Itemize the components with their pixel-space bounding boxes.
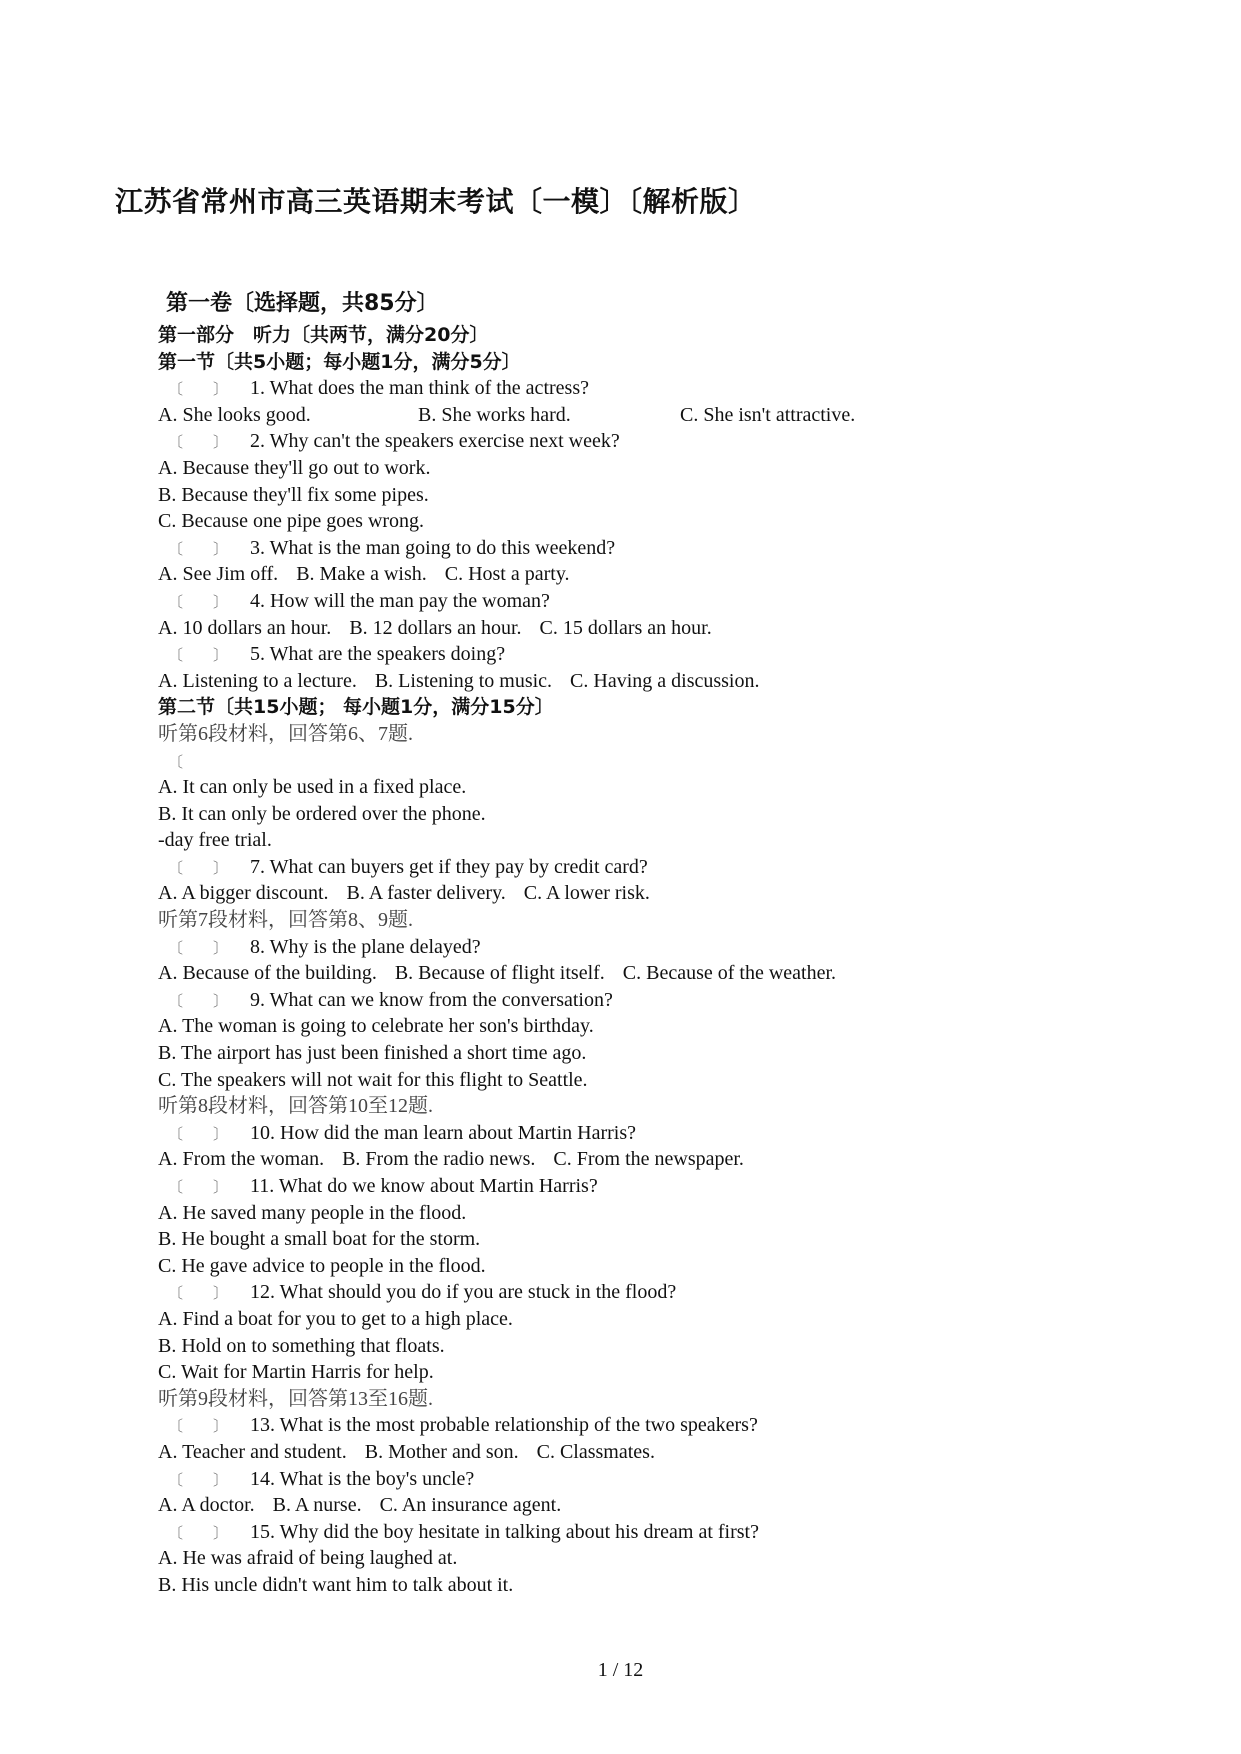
option-a: A. She looks good. bbox=[158, 403, 311, 426]
options-row bbox=[158, 1146, 1158, 1173]
answer-bracket: 〔 〕 bbox=[168, 1523, 229, 1542]
question-text: 9. What can we know from the conversation? bbox=[250, 988, 613, 1011]
question-11 bbox=[158, 1173, 1158, 1200]
option-c: C. An insurance agent. bbox=[379, 1494, 562, 1517]
options-row bbox=[158, 880, 1158, 907]
option-c: C. Classmates. bbox=[536, 1440, 655, 1463]
option-a: A. He was afraid of being laughed at. bbox=[158, 1547, 458, 1570]
option-c: C. The speakers will not wait for this flight to Seattle. bbox=[158, 1068, 588, 1091]
options-row bbox=[158, 668, 1158, 695]
option-c: -day free trial. bbox=[158, 829, 272, 852]
question-13 bbox=[158, 1412, 1158, 1439]
section-title: 第一节〔共5小题；每小题1分，满分5分〕 bbox=[158, 350, 521, 373]
passage-intro: 听第6段材料，回答第6、7题. bbox=[158, 722, 413, 745]
answer-bracket: 〔 〕 bbox=[168, 646, 229, 665]
page-number: 1 / 12 bbox=[597, 1659, 644, 1681]
answer-bracket: 〔 〕 bbox=[168, 380, 229, 399]
option-c: C. Because of the weather. bbox=[622, 962, 837, 985]
question-text: 5. What are the speakers doing? bbox=[250, 643, 506, 666]
answer-bracket: 〔 〕 bbox=[168, 991, 229, 1010]
question-4 bbox=[158, 588, 1158, 615]
option-a: A. Find a boat for you to get to a high place. bbox=[158, 1307, 513, 1330]
answer-bracket: 〔 〕 bbox=[168, 858, 229, 877]
option-a: A. A doctor. bbox=[158, 1494, 255, 1517]
passage-intro: 听第7段材料，回答第8、9题. bbox=[158, 909, 413, 932]
option-b: B. 12 dollars an hour. bbox=[349, 616, 522, 639]
answer-bracket: 〔 〕 bbox=[168, 1124, 229, 1143]
option-a: A. 10 dollars an hour. bbox=[158, 616, 332, 639]
option-b: B. Because they'll fix some pipes. bbox=[158, 483, 429, 506]
question-text: 10. How did the man learn about Martin Harris? bbox=[250, 1121, 637, 1144]
answer-bracket: 〔 〕 bbox=[168, 1178, 229, 1196]
option-b: B. She works hard. bbox=[418, 403, 571, 426]
option-c: C. He gave advice to people in the flood. bbox=[158, 1254, 486, 1277]
question-14 bbox=[158, 1466, 1158, 1493]
option-b: B. Listening to music. bbox=[374, 669, 553, 692]
question-text: 7. What can buyers get if they pay by credit card? bbox=[250, 855, 648, 878]
answer-bracket: 〔 bbox=[168, 752, 184, 771]
option-a: A. Listening to a lecture. bbox=[158, 669, 357, 692]
question-10 bbox=[158, 1120, 1158, 1147]
option-a: A. A bigger discount. bbox=[158, 882, 329, 905]
options-row bbox=[158, 615, 1158, 642]
answer-bracket: 〔 〕 bbox=[168, 1417, 229, 1436]
passage-intro: 听第9段材料，回答第13至16题. bbox=[158, 1387, 433, 1410]
option-a: A. From the woman. bbox=[158, 1148, 325, 1171]
option-c: C. She isn't attractive. bbox=[680, 403, 856, 426]
options-row bbox=[158, 1439, 1158, 1466]
answer-bracket: 〔 〕 bbox=[168, 938, 229, 957]
option-c: C. From the newspaper. bbox=[553, 1148, 744, 1171]
option-a: A. Because of the building. bbox=[158, 962, 377, 985]
part-title: 第一部分 听力〔共两节，满分20分〕 bbox=[158, 324, 489, 346]
question-9 bbox=[158, 987, 1158, 1014]
option-b: B. Mother and son. bbox=[364, 1440, 519, 1463]
option-b: B. Make a wish. bbox=[296, 563, 427, 586]
question-2 bbox=[158, 428, 1158, 455]
passage-intro: 听第8段材料，回答第10至12题. bbox=[158, 1095, 433, 1118]
volume-title: 第一卷〔选择题，共85分〕 bbox=[166, 291, 439, 316]
question-15 bbox=[158, 1519, 1158, 1546]
option-b: B. Hold on to something that floats. bbox=[158, 1334, 445, 1357]
option-b: B. From the radio news. bbox=[342, 1148, 536, 1171]
question-text: 2. Why can't the speakers exercise next week? bbox=[250, 430, 620, 453]
options-row bbox=[158, 960, 1158, 987]
document-body bbox=[158, 288, 1158, 1599]
option-b: B. A nurse. bbox=[272, 1494, 362, 1517]
options-row bbox=[158, 1492, 1158, 1519]
question-6 bbox=[158, 748, 1158, 775]
question-text: 15. Why did the boy hesitate in talking about his dream at first? bbox=[250, 1520, 759, 1543]
question-7 bbox=[158, 854, 1158, 881]
question-5 bbox=[158, 641, 1158, 668]
question-text: 8. Why is the plane delayed? bbox=[250, 935, 481, 958]
option-a: A. The woman is going to celebrate her son's birthday. bbox=[158, 1015, 594, 1038]
option-a: A. It can only be used in a fixed place. bbox=[158, 776, 467, 799]
option-a: A. Teacher and student. bbox=[158, 1440, 347, 1463]
option-c: C. Host a party. bbox=[444, 563, 570, 586]
option-b: B. The airport has just been finished a short time ago. bbox=[158, 1042, 587, 1065]
question-text: 14. What is the boy's uncle? bbox=[250, 1467, 475, 1490]
option-c: C. Because one pipe goes wrong. bbox=[158, 510, 425, 533]
question-8 bbox=[158, 934, 1158, 961]
option-c: C. A lower risk. bbox=[523, 882, 650, 905]
answer-bracket: 〔 〕 bbox=[168, 1470, 229, 1489]
question-text: 12. What should you do if you are stuck in the flood? bbox=[250, 1281, 677, 1304]
answer-bracket: 〔 〕 bbox=[168, 433, 229, 452]
question-text: 3. What is the man going to do this weekend? bbox=[250, 536, 616, 559]
document-title: 江苏省常州市高三英语期末考试〔一模〕〔解析版〕 bbox=[115, 185, 757, 218]
option-a: A. Because they'll go out to work. bbox=[158, 456, 431, 479]
question-1 bbox=[158, 375, 1158, 402]
option-a: A. He saved many people in the flood. bbox=[158, 1201, 467, 1224]
question-text: 11. What do we know about Martin Harris? bbox=[250, 1175, 598, 1197]
options-row bbox=[158, 402, 1158, 429]
answer-bracket: 〔 〕 bbox=[168, 1284, 229, 1303]
option-b: B. His uncle didn't want him to talk about it. bbox=[158, 1573, 514, 1596]
answer-bracket: 〔 〕 bbox=[168, 539, 229, 558]
question-12 bbox=[158, 1279, 1158, 1306]
option-b: B. It can only be ordered over the phone. bbox=[158, 802, 486, 825]
option-c: C. Wait for Martin Harris for help. bbox=[158, 1361, 434, 1384]
answer-bracket: 〔 〕 bbox=[168, 592, 229, 611]
question-3 bbox=[158, 535, 1158, 562]
question-text: 4. How will the man pay the woman? bbox=[250, 589, 550, 612]
question-text: 13. What is the most probable relationship of the two speakers? bbox=[250, 1414, 758, 1437]
option-b: B. Because of flight itself. bbox=[394, 962, 605, 985]
option-c: C. 15 dollars an hour. bbox=[539, 616, 712, 639]
option-c: C. Having a discussion. bbox=[570, 669, 760, 692]
section-title: 第二节〔共15小题； 每小题1分，满分15分〕 bbox=[158, 696, 554, 719]
option-a: A. See Jim off. bbox=[158, 563, 279, 586]
options-row bbox=[158, 561, 1158, 588]
question-text: 1. What does the man think of the actress? bbox=[250, 377, 589, 400]
option-b: B. He bought a small boat for the storm. bbox=[158, 1228, 481, 1251]
option-b: B. A faster delivery. bbox=[346, 882, 506, 905]
